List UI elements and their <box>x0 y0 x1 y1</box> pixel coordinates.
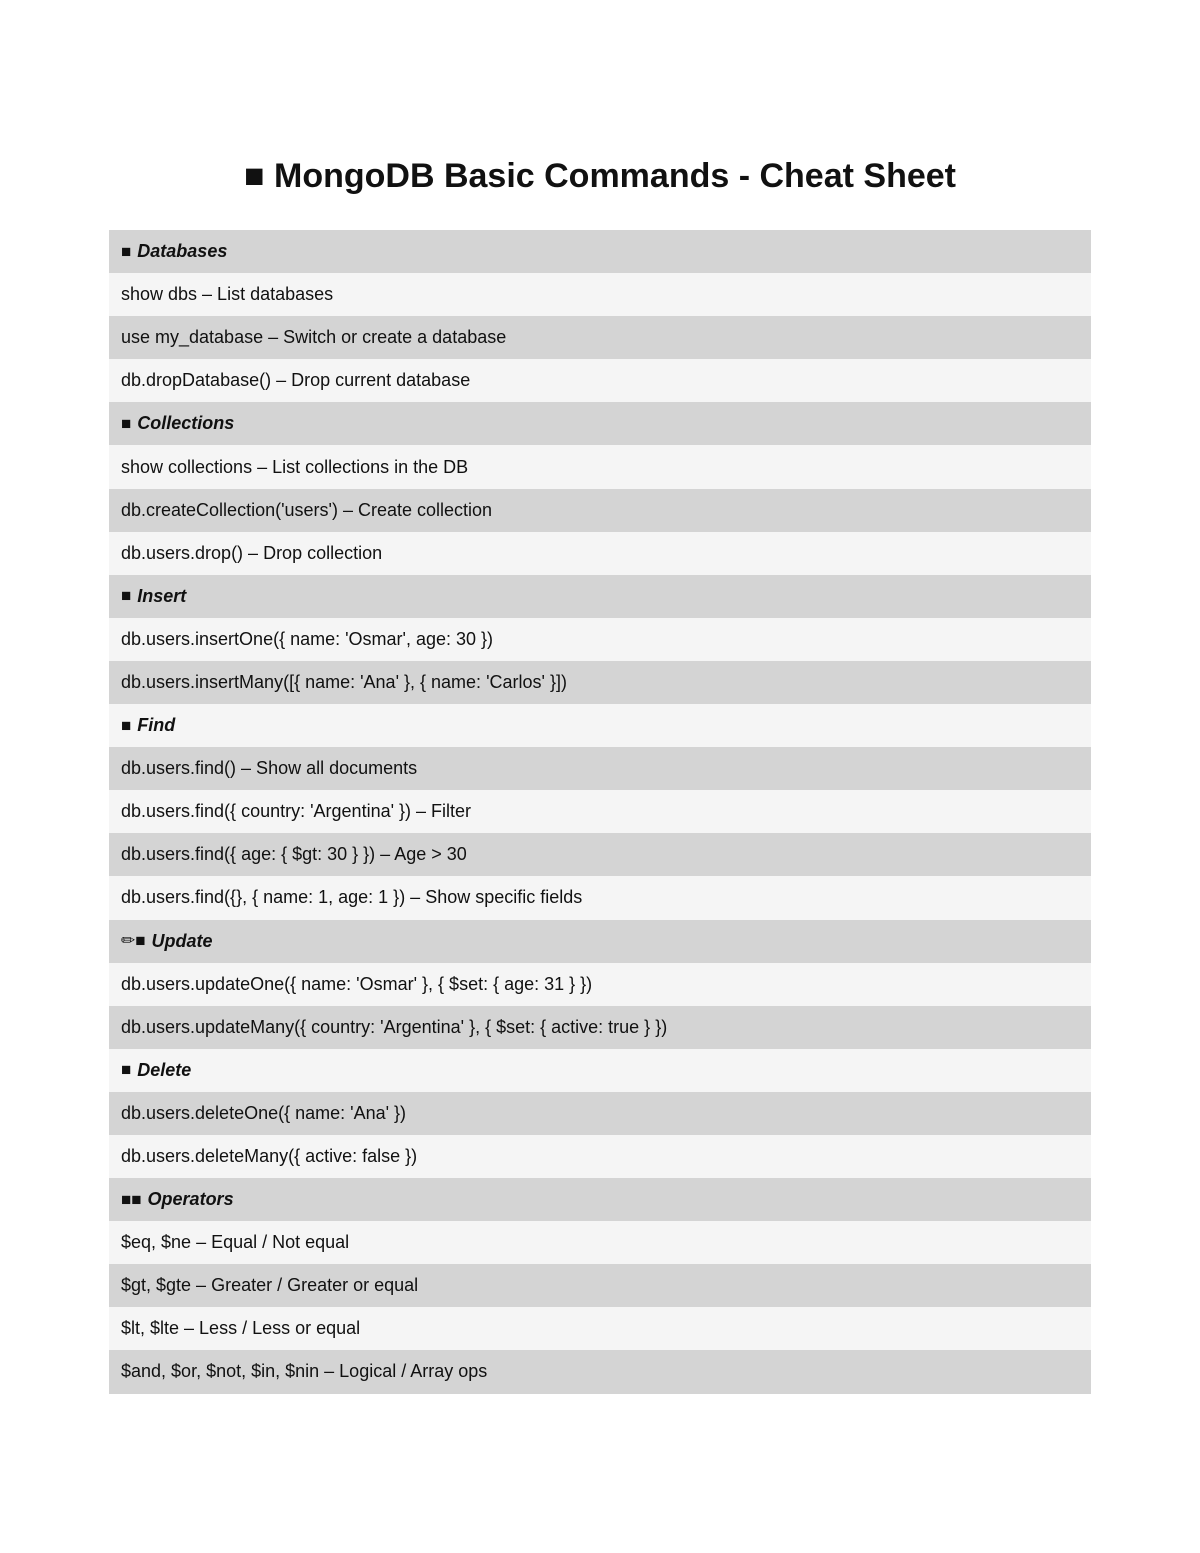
command-row: db.users.insertOne({ name: 'Osmar', age: 30 }) <box>109 618 1091 661</box>
command-row: db.users.find({ age: { $gt: 30 } }) – Age > 30 <box>109 833 1091 876</box>
section-title: Find <box>137 715 176 736</box>
command-row: $eq, $ne – Equal / Not equal <box>109 1221 1091 1264</box>
command-row: $lt, $lte – Less / Less or equal <box>109 1307 1091 1350</box>
section-header-delete <box>109 1049 1091 1092</box>
section-header-insert <box>109 575 1091 618</box>
command-row: db.users.updateOne({ name: 'Osmar' }, { $set: { age: 31 } }) <box>109 963 1091 1006</box>
command-row: db.dropDatabase() – Drop current database <box>109 359 1091 402</box>
page-title: ■ MongoDB Basic Commands - Cheat Sheet <box>244 157 956 195</box>
section-title: Update <box>151 930 213 951</box>
command-row: db.createCollection('users') – Create collection <box>109 489 1091 532</box>
section-title: Databases <box>137 241 228 262</box>
section-icon: ■ <box>121 715 132 735</box>
section-icon: ✏■ <box>121 931 146 951</box>
section-title: Insert <box>137 585 187 606</box>
section-icon: ■ <box>121 586 132 606</box>
section-header-operators <box>109 1178 1091 1221</box>
section-title: Collections <box>137 413 235 434</box>
section-icon: ■ <box>121 413 132 433</box>
command-row: db.users.drop() – Drop collection <box>109 532 1091 575</box>
command-row: db.users.find({ country: 'Argentina' }) – Filter <box>109 790 1091 833</box>
command-row: db.users.updateMany({ country: 'Argentina' }, { $set: { active: true } }) <box>109 1006 1091 1049</box>
command-row: show dbs – List databases <box>109 273 1091 316</box>
section-icon: ■ <box>121 1060 132 1080</box>
section-title: Operators <box>147 1189 234 1210</box>
command-row: db.users.deleteOne({ name: 'Ana' }) <box>109 1092 1091 1135</box>
command-row: show collections – List collections in the DB <box>109 445 1091 488</box>
section-header-databases <box>109 230 1091 273</box>
section-title: Delete <box>137 1059 192 1080</box>
command-row: $gt, $gte – Greater / Greater or equal <box>109 1264 1091 1307</box>
command-row: $and, $or, $not, $in, $nin – Logical / Array ops <box>109 1350 1091 1393</box>
section-icon: ■ <box>121 241 132 261</box>
section-header-update <box>109 920 1091 963</box>
cheat-sheet-table <box>109 230 1091 1394</box>
section-icon: ■■ <box>121 1189 142 1209</box>
command-row: db.users.find({}, { name: 1, age: 1 }) – Show specific fields <box>109 876 1091 919</box>
section-header-collections <box>109 402 1091 445</box>
section-header-find <box>109 704 1091 747</box>
command-row: db.users.insertMany([{ name: 'Ana' }, { name: 'Carlos' }]) <box>109 661 1091 704</box>
command-row: db.users.deleteMany({ active: false }) <box>109 1135 1091 1178</box>
command-row: db.users.find() – Show all documents <box>109 747 1091 790</box>
command-row: use my_database – Switch or create a database <box>109 316 1091 359</box>
